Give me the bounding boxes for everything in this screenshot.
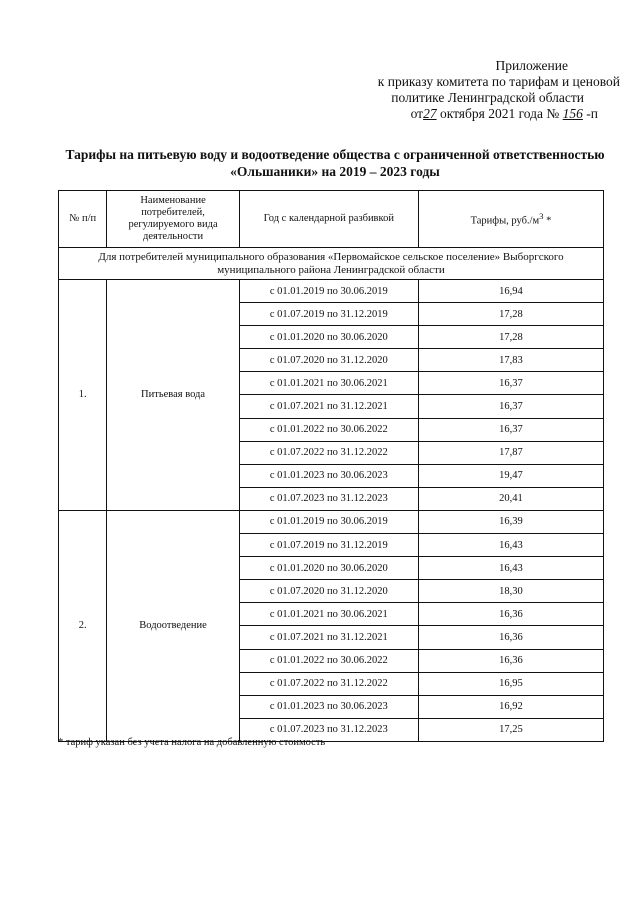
tariff-cell: 17,28 (418, 303, 603, 326)
section-row (59, 248, 604, 280)
tariff-cell: 18,30 (418, 580, 603, 603)
footnote: * тариф указан без учета налога на добавленную стоимость (58, 737, 326, 748)
header-period: Год с календарной разбивкой (239, 191, 418, 248)
document-title (50, 146, 620, 180)
tariff-cell: 16,43 (418, 534, 603, 557)
tariff-cell: 16,36 (418, 603, 603, 626)
period-cell: с 01.01.2023 по 30.06.2023 (239, 695, 418, 718)
tariff-cell: 17,28 (418, 326, 603, 349)
period-cell: с 01.07.2020 по 31.12.2020 (239, 349, 418, 372)
group-name: Питьевая вода (107, 280, 239, 511)
period-cell: с 01.07.2023 по 31.12.2023 (239, 718, 418, 741)
annex-order-number: 156 (562, 106, 583, 121)
tariff-table-body (59, 248, 604, 742)
tariff-cell: 19,47 (418, 464, 603, 487)
period-cell: с 01.01.2020 по 30.06.2020 (239, 557, 418, 580)
title-line-2: «Ольшаники» на 2019 – 2023 годы (230, 164, 440, 179)
annex-title: Приложение (495, 58, 568, 73)
header-num: № п/п (59, 191, 107, 248)
tariff-cell: 17,83 (418, 349, 603, 372)
period-cell: с 01.01.2020 по 30.06.2020 (239, 326, 418, 349)
header-row (59, 191, 604, 248)
period-cell: с 01.01.2019 по 30.06.2019 (239, 510, 418, 533)
group-number: 2. (59, 510, 107, 741)
table-row (59, 280, 604, 303)
header-tariff-base: Тарифы, руб./м (470, 215, 540, 227)
period-cell: с 01.01.2022 по 30.06.2022 (239, 418, 418, 441)
period-cell: с 01.01.2021 по 30.06.2021 (239, 372, 418, 395)
tariff-cell: 16,95 (418, 672, 603, 695)
period-cell: с 01.07.2023 по 31.12.2023 (239, 487, 418, 510)
annex-order-line: к приказу комитета по тарифам и ценовой (377, 74, 620, 89)
header-name: Наименование потребителей, регулируемого вида деятельности (107, 191, 239, 248)
tariff-cell: 17,25 (418, 718, 603, 741)
section-label: Для потребителей муниципального образования «Первомайское сельское поселение» Выборгского муниципального района Ленинградской области (59, 248, 604, 280)
title-line-1: Тарифы на питьевую воду и водоотведение общества с ограниченной ответственностью (65, 147, 605, 162)
table-row (59, 510, 604, 533)
annex-authority-line: политике Ленинградской области (391, 90, 584, 105)
period-cell: с 01.07.2022 по 31.12.2022 (239, 672, 418, 695)
period-cell: с 01.07.2020 по 31.12.2020 (239, 580, 418, 603)
header-tariff-star: * (543, 215, 552, 227)
annex-date-middle: октября 2021 года № (439, 106, 560, 121)
tariff-table-header (59, 191, 604, 248)
annex-date-suffix: -п (586, 106, 598, 121)
group-name: Водоотведение (107, 510, 239, 741)
annex-block (340, 58, 620, 122)
period-cell: с 01.01.2019 по 30.06.2019 (239, 280, 418, 303)
header-tariff (418, 191, 603, 248)
tariff-cell: 16,37 (418, 395, 603, 418)
period-cell: с 01.07.2021 по 31.12.2021 (239, 626, 418, 649)
tariff-cell: 16,94 (418, 280, 603, 303)
tariff-cell: 16,37 (418, 418, 603, 441)
period-cell: с 01.07.2022 по 31.12.2022 (239, 441, 418, 464)
annex-date-line (340, 106, 620, 122)
group-number: 1. (59, 280, 107, 511)
tariff-cell: 16,92 (418, 695, 603, 718)
annex-date-prefix: от (410, 106, 424, 121)
period-cell: с 01.01.2023 по 30.06.2023 (239, 464, 418, 487)
period-cell: с 01.01.2021 по 30.06.2021 (239, 603, 418, 626)
period-cell: с 01.07.2019 по 31.12.2019 (239, 534, 418, 557)
period-cell: с 01.01.2022 по 30.06.2022 (239, 649, 418, 672)
period-cell: с 01.07.2019 по 31.12.2019 (239, 303, 418, 326)
tariff-cell: 16,43 (418, 557, 603, 580)
tariff-cell: 16,36 (418, 649, 603, 672)
tariff-cell: 16,39 (418, 510, 603, 533)
annex-date-day: 27 (423, 106, 437, 121)
header-tariff-sup: 3 (539, 211, 544, 222)
tariff-cell: 16,36 (418, 626, 603, 649)
tariff-cell: 17,87 (418, 441, 603, 464)
tariff-cell: 20,41 (418, 487, 603, 510)
tariff-cell: 16,37 (418, 372, 603, 395)
period-cell: с 01.07.2021 по 31.12.2021 (239, 395, 418, 418)
tariff-table (58, 190, 604, 742)
